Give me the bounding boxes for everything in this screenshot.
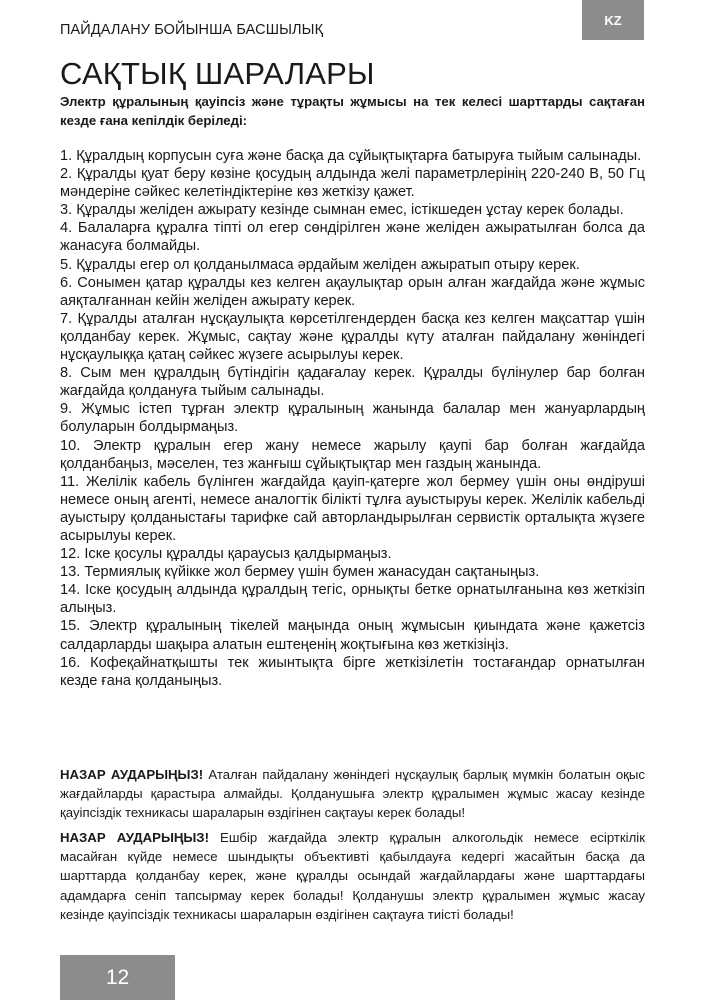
rule-item: 12. Іске қосулы құралды қараусыз қалдырмаңыз. [60,546,392,563]
warning-text: Ешбір жағдайда электр құралын алкогольдік немесе есірткілік масайған күйде немесе шындықты объективті қабылдауға кедергі жасайтын басқа да шарттарда қолданбау керек, және құралды осындай жағдайлардағы және шарттардағы адамдарға сеніп тапсырмау керек болады! Қолданушы электр құралымен жұмыс жасау кезінде қауіпсіздік техникасы шараларын өздігінен сақтауға тиісті болады! [60,830,646,922]
running-header: ПАЙДАЛАНУ БОЙЫНША БАСШЫЛЫҚ [60,22,324,38]
warning-label: НАЗАР АУДАРЫҢЫЗ! [60,830,209,845]
rule-item: 2. Құралды қуат беру көзіне қосудың алдында желі параметрлерінің 220-240 В, 50 Гц мәндеріне сәйкес келетіндіктеріне көз жеткізу қажет. [60,166,645,201]
rule-item: 6. Сонымен қатар құралды кез келген ақаулықтар орын алған жағдайда және жұмыс аяқталғаннан кейін желіден ажырату керек. [60,274,645,309]
warning-label: НАЗАР АУДАРЫҢЫЗ! [60,767,204,782]
rule-item: 13. Термиялық күйікке жол бермеу үшін бумен жанасудан сақтаныңыз. [60,564,540,581]
rule-item: 16. Кофеқайнатқышты тек жиынтықта бірге жеткізілетін тостағандар орнатылған кезде ғана қолданыңыз. [60,654,645,689]
section-title: САҚТЫҚ ШАРАЛАРЫ [60,56,375,91]
warning-paragraph [60,828,645,924]
rule-item: 3. Құралды желіден ажырату кезінде сымнан емес, істікшеден ұстау керек болады. [60,202,624,219]
rule-item: 15. Электр құралының тікелей маңында оның жұмысын қиындата және қажетсіз салдарларды шақыра алатын ештеңенің жоқтығына көз жеткізіңіз. [60,618,645,653]
rule-item: 4. Балаларға құралға тіпті ол егер сөндірілген және желіден ажыратылған болса да жанасуға болмайды. [60,220,645,255]
page-number: 12 [60,955,175,1000]
warning-paragraph [60,765,645,823]
rule-item: 7. Құралды аталған нұсқаулықта көрсетілгендерден басқа кез келген мақсаттар үшін қолданбау керек. Жұмыс, сақтау және құралды күту аталған пайдалану жөніндегі нұсқаулыққа қатаң сәйкес жүзеге асырылуы керек. [60,310,645,364]
rule-item: 14. Іске қосудың алдында құралдың тегіс, орнықты бетке орнатылғанына көз жеткізіп алыңыз. [60,582,645,617]
section-intro: Электр құралының қауіпсіз және тұрақты жұмысы на тек келесі шарттарды сақтаған кезде ғана кепілдік беріледі: [60,94,645,128]
rule-item: 5. Құралды егер ол қолданылмаса әрдайым желіден ажыратып отыру керек. [60,256,580,273]
safety-rules-list [60,147,645,690]
rule-item: 10. Электр құралын егер жану немесе жарылу қаупі бар болған жағдайда қолданбаңыз, мәселен, тез жанғыш сұйықтықтар мен газдың жанында. [60,437,645,472]
rule-item: 11. Желілік кабель бүлінген жағдайда қауіп-қатерге жол бермеу үшін оны өндіруші немесе оның агенті, немесе аналогтік білікті тұлға ауыстыруы керек. Желілік кабельді ауыстыру қолданыстағы тарифке сай авторландырылған сервистік орталықта жүзеге асырылуы керек. [60,473,645,544]
language-tab: KZ [582,0,644,40]
rule-item: 8. Сым мен құралдың бүтіндігін қадағалау керек. Құралды бүлінулер бар болған жағдайда қолдануға тыйым салынады. [60,365,645,400]
rule-item: 9. Жұмыс істеп тұрған электр құралының жанында балалар мен жануарлардың болуларын болдырмаңыз. [60,401,645,436]
rule-item: 1. Құралдың корпусын суға және басқа да сұйықтықтарға батыруға тыйым салынады. [60,148,642,164]
warning-text: Аталған пайдалану жөніндегі нұсқаулық барлық мүмкін болатын оқыс жағдайларды қарастыра алмайды. Қолданушыға электр құралымен жұмыс жасау кезінде қауіпсіздік техникасы шараларын өздігінен сақтауы керек болады! [60,767,646,821]
